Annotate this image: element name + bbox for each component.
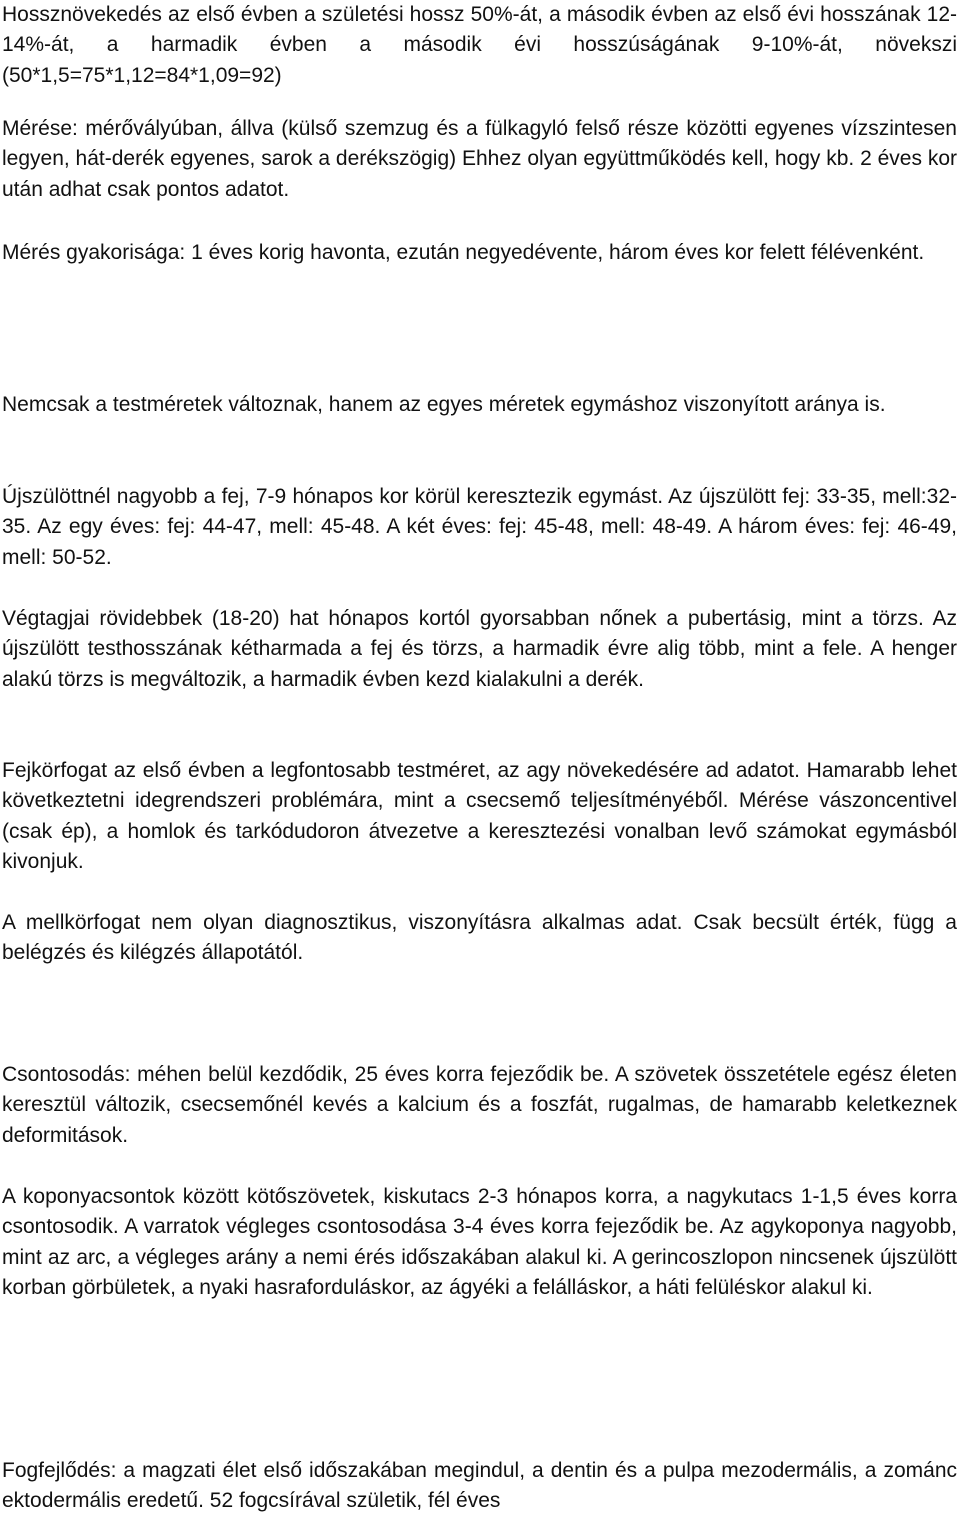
paragraph-tooth-development: Fogfejlődés: a magzati élet első időszakában megindul, a dentin és a pulpa mezodermális, a zománc ektodermális eredetű. 52 fogcsírával születik, fél éves (2, 1459, 957, 1513)
paragraph-measurement-frequency: Mérés gyakorisága: 1 éves korig havonta, ezután negyedévente, három éves kor felett félévenként. (2, 241, 925, 264)
paragraph-ossification: Csontosodás: méhen belül kezdődik, 25 éves korra fejeződik be. A szövetek összetétele egész életen keresztül változik, csecsemőnél kevés a kalcium és a foszfát, rugalmas, de hamarabb keletkeznek deformitások. (2, 1063, 957, 1147)
paragraph-proportions: Nemcsak a testméretek változnak, hanem az egyes méretek egymáshoz viszonyított aránya is. (2, 393, 886, 416)
paragraph-chest-circumference: A mellkörfogat nem olyan diagnosztikus, viszonyításra alkalmas adat. Csak becsült érték, függ a belégzés és kilégzés állapotától. (2, 911, 957, 965)
paragraph-measurement-method: Mérése: mérővályúban, állva (külső szemzug és a fülkagyló felső része közötti egyenes vízszintesen legyen, hát-derék egyenes, sarok a derékszögig) Ehhez olyan együttműködés kell, hogy kb. 2 éves kor után adhat csak pontos adatot. (2, 117, 957, 201)
paragraph-head-circumference: Fejkörfogat az első évben a legfontosabb testméret, az agy növekedésére ad adatot. Hamarabb lehet következtetni idegrendszeri problémára, mint a csecsemő teljesítményéből. Mérése vászoncentivel (csak ép), a homlok és tarkódudoron átvezetve a keresztezési vonalban levő számokat egymásból kivonjuk. (2, 759, 957, 874)
paragraph-length-growth: Hossznövekedés az első évben a születési hossz 50%-át, a második évben az első évi hosszának 12-14%-át, a harmadik évben a második évi hosszúságának 9-10%-át, növekszi (50*1,5=75*1,12=84*1,09=92) (2, 3, 957, 87)
paragraph-head-chest: Újszülöttnél nagyobb a fej, 7-9 hónapos kor körül keresztezik egymást. Az újszülött fej: 33-35, mell:32-35. Az egy éves: fej: 44-47, mell: 45-48. A két éves: fej: 45-48, mell: 48-49. A három éves: fej: 46-49, mell: 50-52. (2, 485, 957, 569)
paragraph-limbs: Végtagjai rövidebbek (18-20) hat hónapos kortól gyorsabban nőnek a pubertásig, mint a törzs. Az újszülött testhosszának kétharmada a fej és törzs, a harmadik évre alig több, mint a fele. A henger alakú törzs is megváltozik, a harmadik évben kezd kialakulni a derék. (2, 607, 957, 691)
paragraph-skull-spine: A koponyacsontok között kötőszövetek, kiskutacs 2-3 hónapos korra, a nagykutacs 1-1,5 éves korra csontosodik. A varratok végleges csontosodása 3-4 éves korra fejeződik be. Az agykoponya nagyobb, mint az arc, a végleges arány a nemi érés időszakában alakul ki. A gerincoszlopon nincsenek újszülött korban görbületek, a nyaki hasraforduláskor, az ágyéki a felálláskor, a háti felüléskor alakul ki. (2, 1185, 957, 1300)
